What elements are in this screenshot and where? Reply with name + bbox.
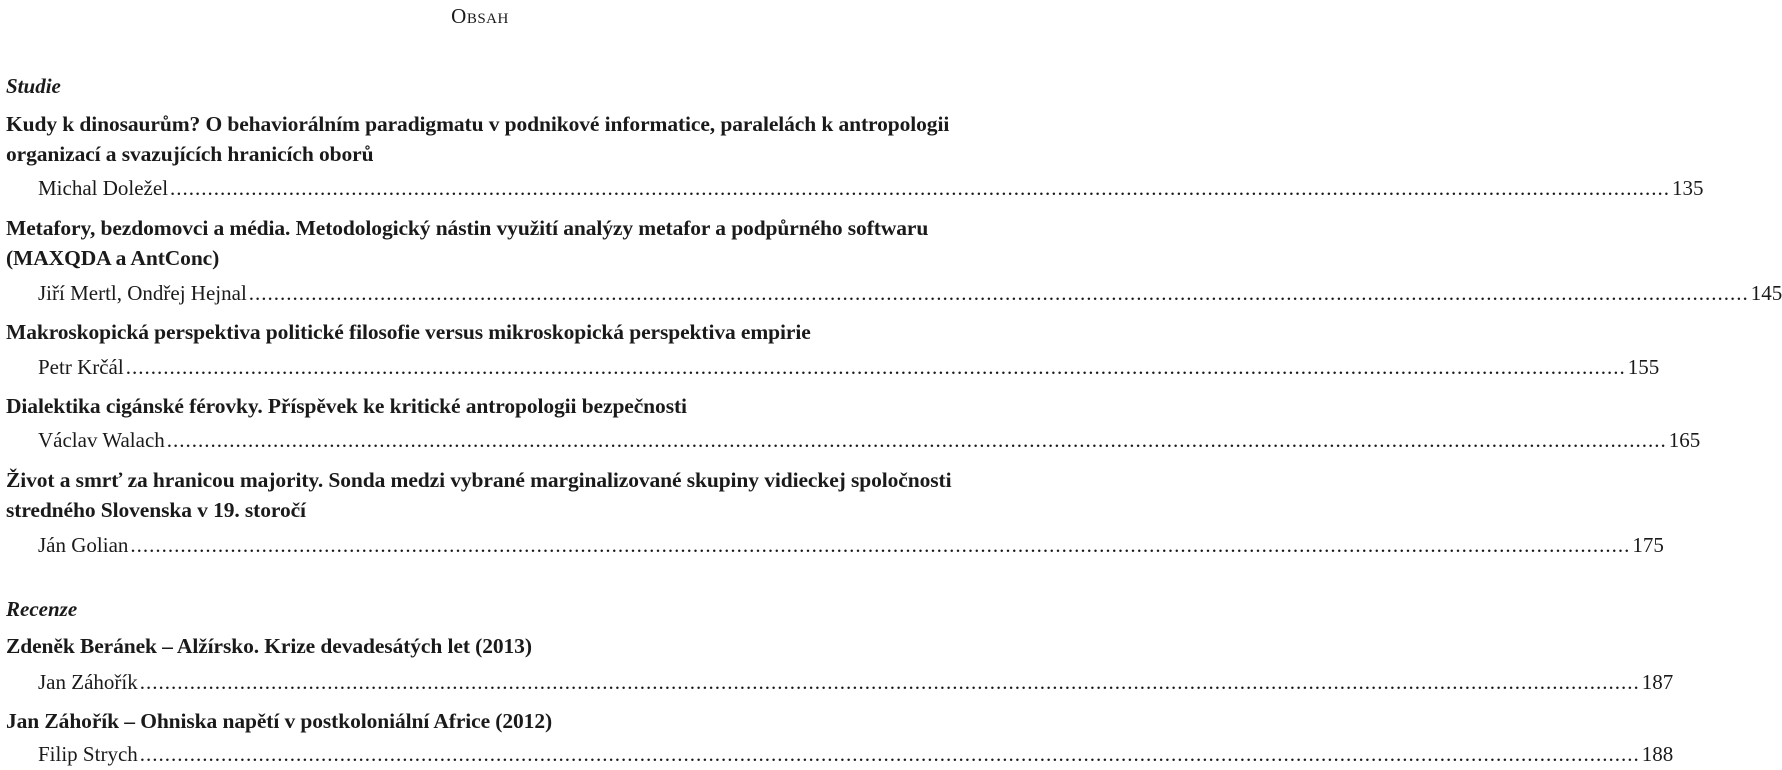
entry-page-number: 175 (1632, 533, 1664, 557)
entry-title: Dialektika cigánské férovky. Příspěvek ke kritické antropologii bezpečnosti (6, 394, 687, 418)
dot-leader: ................................................................................................................................................................................................................................................ (139, 742, 1640, 766)
entry-page-number: 145 (1750, 281, 1782, 305)
section-heading-studie: Studie (6, 74, 61, 98)
entry-title: Zdeněk Beránek – Alžírsko. Krize devadesátých let (2013) (6, 634, 532, 658)
entry-title: Jan Záhořík – Ohniska napětí v postkoloniální Africe (2012) (6, 709, 553, 733)
entry-author-row[interactable] (38, 428, 1701, 456)
entry-page-number: 155 (1627, 355, 1660, 379)
dot-leader: ................................................................................................................................................................................................................................................ (125, 355, 1626, 379)
entry-author: Petr Krčál (38, 355, 124, 379)
entry-author: Jan Záhořík (38, 670, 138, 694)
entry-page-number: 188 (1641, 742, 1674, 766)
dot-leader: ................................................................................................................................................................................................................................................ (170, 176, 1671, 200)
entry-author: Filip Strych (38, 742, 138, 766)
entry-author-row[interactable] (38, 742, 1674, 770)
dot-leader: ................................................................................................................................................................................................................................................ (248, 281, 1749, 305)
entry-page-number: 187 (1641, 670, 1674, 694)
entry-title: Metafory, bezdomovci a média. Metodologický nástin využití analýzy metafor a podpůrného softwaru (MAXQDA a AntConc) (6, 216, 929, 270)
dot-leader: ................................................................................................................................................................................................................................................ (166, 428, 1667, 452)
entry-author: Václav Walach (38, 428, 165, 452)
dot-leader: ................................................................................................................................................................................................................................................ (130, 533, 1631, 557)
entry-author: Ján Golian (38, 533, 129, 557)
page-title: Obsah (451, 4, 509, 28)
entry-title: Kudy k dinosaurům? O behaviorálním paradigmatu v podnikové informatice, paralelách k antropologii organizací a svazujících hranicích oborů (6, 112, 950, 166)
section-heading-recenze: Recenze (6, 597, 78, 621)
entry-author: Jiří Mertl, Ondřej Hejnal (38, 281, 247, 305)
entry-author-row[interactable] (38, 670, 1674, 698)
entry-author-row[interactable] (38, 355, 1660, 383)
entry-title: Makroskopická perspektiva politické filosofie versus mikroskopická perspektiva empirie (6, 320, 811, 344)
entry-author-row[interactable] (38, 533, 1664, 561)
entry-author-row[interactable] (38, 176, 1704, 204)
entry-author: Michal Doležel (38, 176, 169, 200)
entry-page-number: 135 (1672, 176, 1704, 200)
dot-leader: ................................................................................................................................................................................................................................................ (139, 670, 1640, 694)
entry-title: Život a smrť za hranicou majority. Sonda medzi vybrané marginalizované skupiny vidieckej spoločnosti stredného Slovenska v 19. storočí (6, 468, 952, 522)
entry-author-row[interactable] (38, 281, 1782, 309)
entry-page-number: 165 (1668, 428, 1701, 452)
